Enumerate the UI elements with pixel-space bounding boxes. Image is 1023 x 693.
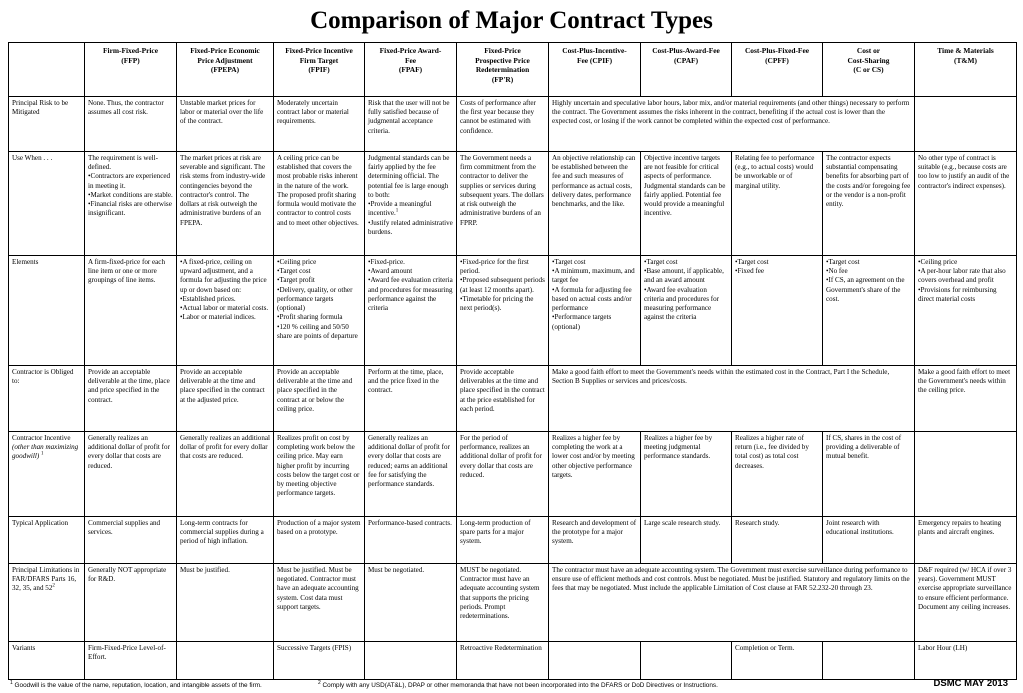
cell: •Ceiling price •Target cost •Target profit •Delivery, quality, or other performance targets (optional) •Profit sharing formula •120 % ceiling and 50/50 share are points of departure [274, 256, 365, 366]
page-title: Comparison of Major Contract Types [310, 7, 713, 34]
cell: •Fixed-price. •Award amount •Award fee evaluation criteria and procedures for measuring performance against the criteria [365, 256, 457, 366]
cell: •Ceiling price •A per-hour labor rate that also covers overhead and profit •Provisions for reimbursing direct material costs [915, 256, 1017, 366]
cell: Firm-Fixed-Price Level-of-Effort. [85, 642, 177, 680]
row-typical-application [9, 517, 1017, 564]
cell: Generally NOT appropriate for R&D. [85, 564, 177, 642]
footnote-1 [10, 681, 262, 691]
cell: •Target cost •Base amount, if applicable, and an award amount •Award fee evaluation criteria and procedures for measuring performance against the criteria [641, 256, 732, 366]
cell: Generally realizes an additional dollar of profit for every dollar that costs are reduced. [177, 432, 274, 517]
cell [915, 432, 1017, 517]
footnote-1-text: Goodwill is the value of the name, reputation, location, and intangible assets of the firm. [12, 682, 262, 689]
cell: Provide an acceptable deliverable at the time, place and price specified in the contract. [85, 366, 177, 432]
cell-cost-types-merged: Highly uncertain and speculative labor hours, labor mix, and/or material requirements (and other things) necessary to perform the contract. The Government assumes the risks inherent in the contract, benefiting if the actual cost is lower than the expected cost, or losing if the work cannot be completed within the expected cost of performance. [549, 97, 915, 152]
cell [641, 642, 732, 680]
cell: The market prices at risk are severable and significant. The risk stems from industry-wide contingencies beyond the contractor's control. The dollars at risk outweigh the administrative burdens of an FPEPA. [177, 152, 274, 256]
row-label: Principal Risk to be Mitigated [9, 97, 85, 152]
row-label: Elements [9, 256, 85, 366]
cell: •A fixed-price, ceiling on upward adjustment, and a formula for adjusting the price up or down based on: •Established prices. •Actual labor or material costs. •Labor or material indices. [177, 256, 274, 366]
footer [8, 679, 1016, 693]
footnote-mark: 2 [52, 584, 55, 590]
row-variants [9, 642, 1017, 680]
cell: Realizes a higher fee by completing the work at a lower cost and/or by meeting other objective performance targets. [549, 432, 641, 517]
footnote-2 [318, 681, 718, 691]
contract-types-table [8, 42, 1017, 680]
cell: Joint research with educational institutions. [823, 517, 915, 564]
cell: A ceiling price can be established that covers the most probable risks inherent in the nature of the work. The proposed profit sharing formula would motivate the contractor to control costs and to meet other objectives. [274, 152, 365, 256]
cell: No other type of contract is suitable (e.g., because costs are too low to justify an audit of the contractor's indirect expenses). [915, 152, 1017, 256]
cell: An objective relationship can be established between the fee and such measures of performance as actual costs, delivery dates, performance benchmarks, and the like. [549, 152, 641, 256]
row-label [9, 564, 85, 642]
header-fpepa: Fixed-Price Economic Price Adjustment (FPEPA) [177, 43, 274, 97]
row-label-italic: (other than maximizing goodwill) [12, 443, 79, 461]
header-cpaf: Cost-Plus-Award-Fee (CPAF) [641, 43, 732, 97]
cell: Retroactive Redetermination [457, 642, 549, 680]
header-cpif: Cost-Plus-Incentive- Fee (CPIF) [549, 43, 641, 97]
cell: Provide an acceptable deliverable at the time and place specified in the contract at the adjusted price. [177, 366, 274, 432]
header-fpaf: Fixed-Price Award- Fee (FPAF) [365, 43, 457, 97]
header-ffp: Firm-Fixed-Price (FFP) [85, 43, 177, 97]
cell: Labor Hour (LH) [915, 642, 1017, 680]
cell [177, 642, 274, 680]
header-cell-blank [9, 43, 85, 97]
fpaf-use-text: Judgmental standards can be fairly applied by the fee determining official. The potential fee is large enough to both: •Provide a meaningful incentive. [368, 154, 450, 218]
cell: Provide acceptable deliverables at the time and place specified in the contract at the price established for each period. [457, 366, 549, 432]
cell: If CS, shares in the cost of providing a deliverable of mutual benefit. [823, 432, 915, 517]
row-contractor-obliged [9, 366, 1017, 432]
cell: Unstable market prices for labor or material over the life of the contract. [177, 97, 274, 152]
cell [549, 642, 641, 680]
row-contractor-incentive [9, 432, 1017, 517]
cell: Risk that the user will not be fully satisfied because of judgmental acceptance criteria. [365, 97, 457, 152]
header-tm: Time & Materials (T&M) [915, 43, 1017, 97]
cell: Commercial supplies and services. [85, 517, 177, 564]
cell-cost-types-merged: The contractor must have an adequate accounting system. The Government must exercise surveillance during performance to ensure use of efficient methods and cost controls. Must be negotiated. Must be justified. Statutory and regulatory limits on the fees that may be negotiated. Must include the applicable Limitation of Cost clause at FAR 52.232-20 through 23. [549, 564, 915, 642]
footnote-mark: 2 [318, 679, 321, 686]
cell: Research study. [732, 517, 823, 564]
header-fpr: Fixed-Price Prospective Price Redetermination (FP'R) [457, 43, 549, 97]
cell: The requirement is well-defined. •Contractors are experienced in meeting it. •Market conditions are stable. •Financial risks are otherwise insignificant. [85, 152, 177, 256]
row-elements [9, 256, 1017, 366]
row-label [9, 432, 85, 517]
cell: The contractor expects substantial compensating benefits for absorbing part of the costs and/or foregoing fee or the vendor is a non-profit entity. [823, 152, 915, 256]
cell [915, 97, 1017, 152]
cell: •Fixed-price for the first period. •Proposed subsequent periods (at least 12 months apart). •Timetable for pricing the next period(s). [457, 256, 549, 366]
footnote-mark: 1 [395, 208, 399, 214]
cell: Must be justified. [177, 564, 274, 642]
cell-cost-types-merged: Make a good faith effort to meet the Government's needs within the estimated cost in the Contract, Part I the Schedule, Section B Supplies or services and prices/costs. [549, 366, 915, 432]
cell: Relating fee to performance (e.g., to actual costs) would be unworkable or of marginal utility. [732, 152, 823, 256]
cell: Successive Targets (FPIS) [274, 642, 365, 680]
cell: Realizes a higher rate of return (i.e., fee divided by total cost) as total cost decreases. [732, 432, 823, 517]
cell: D&F required (w/ HCA if over 3 years). Government MUST exercise appropriate surveillance to ensure efficient performance. Document any ceiling increases. [915, 564, 1017, 642]
cell: Moderately uncertain contract labor or material requirements. [274, 97, 365, 152]
cell: Emergency repairs to heating plants and aircraft engines. [915, 517, 1017, 564]
cell: Large scale research study. [641, 517, 732, 564]
header-cpff: Cost-Plus-Fixed-Fee (CPFF) [732, 43, 823, 97]
cell: Provide an acceptable deliverable at the time and place specified in the contract at or below the ceiling price. [274, 366, 365, 432]
cell: None. Thus, the contractor assumes all cost risk. [85, 97, 177, 152]
fpaf-use-text-cont: •Justify related administrative burdens. [368, 218, 453, 236]
publication-stamp: DSMC MAY 2013 [933, 678, 1008, 689]
row-principal-limitations [9, 564, 1017, 642]
cell: Long-term contracts for commercial supplies during a period of high inflation. [177, 517, 274, 564]
header-ccs: Cost or Cost-Sharing (C or CS) [823, 43, 915, 97]
cell: Objective incentive targets are not feasible for critical aspects of performance. Judgmental standards can be fairly applied. Potential fee would provide a meaningful incentive. [641, 152, 732, 256]
cell: Realizes profit on cost by completing work below the ceiling price. May earn higher profit by incurring costs below the target cost or by meeting objective performance targets. [274, 432, 365, 517]
cell: •Target cost •A minimum, maximum, and target fee •A formula for adjusting fee based on actual costs and/or performance •Performance targets (optional) [549, 256, 641, 366]
footnote-mark: 1 [40, 452, 44, 458]
cell: •Target cost •Fixed fee [732, 256, 823, 366]
cell: Research and development of the prototype for a major system. [549, 517, 641, 564]
cell: Costs of performance after the first year because they cannot be estimated with confidence. [457, 97, 549, 152]
header-row [9, 43, 1017, 97]
cell: Realizes a higher fee by meeting judgmental performance standards. [641, 432, 732, 517]
cell: Perform at the time, place, and the price fixed in the contract. [365, 366, 457, 432]
cell: For the period of performance, realizes an additional dollar of profit for every dollar that costs are reduced. [457, 432, 549, 517]
cell: MUST be negotiated. Contractor must have an adequate accounting system that supports the pricing periods. Prompt redeterminations. [457, 564, 549, 642]
cell: Generally realizes an additional dollar of profit for every dollar that costs are reduced. [85, 432, 177, 517]
cell: •Target cost •No fee •If CS, an agreement on the Government's share of the cost. [823, 256, 915, 366]
footnote-mark: 1 [10, 679, 13, 686]
footnote-2-text: Comply with any USD(AT&L), DPAP or other memoranda that have not been incorporated into the DFARS or DoD Directives or Instructions. [320, 682, 718, 689]
row-label: Contractor is Obliged to: [9, 366, 85, 432]
row-principal-risk [9, 97, 1017, 152]
cell: Production of a major system based on a prototype. [274, 517, 365, 564]
cell [365, 642, 457, 680]
cell: Performance-based contracts. [365, 517, 457, 564]
cell: Must be negotiated. [365, 564, 457, 642]
cell [823, 642, 915, 680]
cell: The Government needs a firm commitment from the contractor to deliver the supplies or services during subsequent years. The dollars at risk outweigh the administrative burdens of an FPRP. [457, 152, 549, 256]
row-label-main: Contractor Incentive [12, 434, 71, 442]
row-label: Variants [9, 642, 85, 680]
row-label-main: Principal Limitations in FAR/DFARS Parts 16, 32, 35, and 52 [12, 566, 80, 593]
row-use-when [9, 152, 1017, 256]
row-label: Use When . . . [9, 152, 85, 256]
row-label: Typical Application [9, 517, 85, 564]
cell: Generally realizes an additional dollar of profit for every dollar that costs are reduced; earns an additional fee for satisfying the performance standards. [365, 432, 457, 517]
cell: Must be justified. Must be negotiated. Contractor must have an adequate accounting system. Cost data must support targets. [274, 564, 365, 642]
cell [365, 152, 457, 256]
header-fpif: Fixed-Price Incentive Firm Target (FPIF) [274, 43, 365, 97]
cell: Long-term production of spare parts for a major system. [457, 517, 549, 564]
cell: Make a good faith effort to meet the Government's needs within the ceiling price. [915, 366, 1017, 432]
cell: Completion or Term. [732, 642, 823, 680]
cell: A firm-fixed-price for each line item or one or more groupings of line items. [85, 256, 177, 366]
